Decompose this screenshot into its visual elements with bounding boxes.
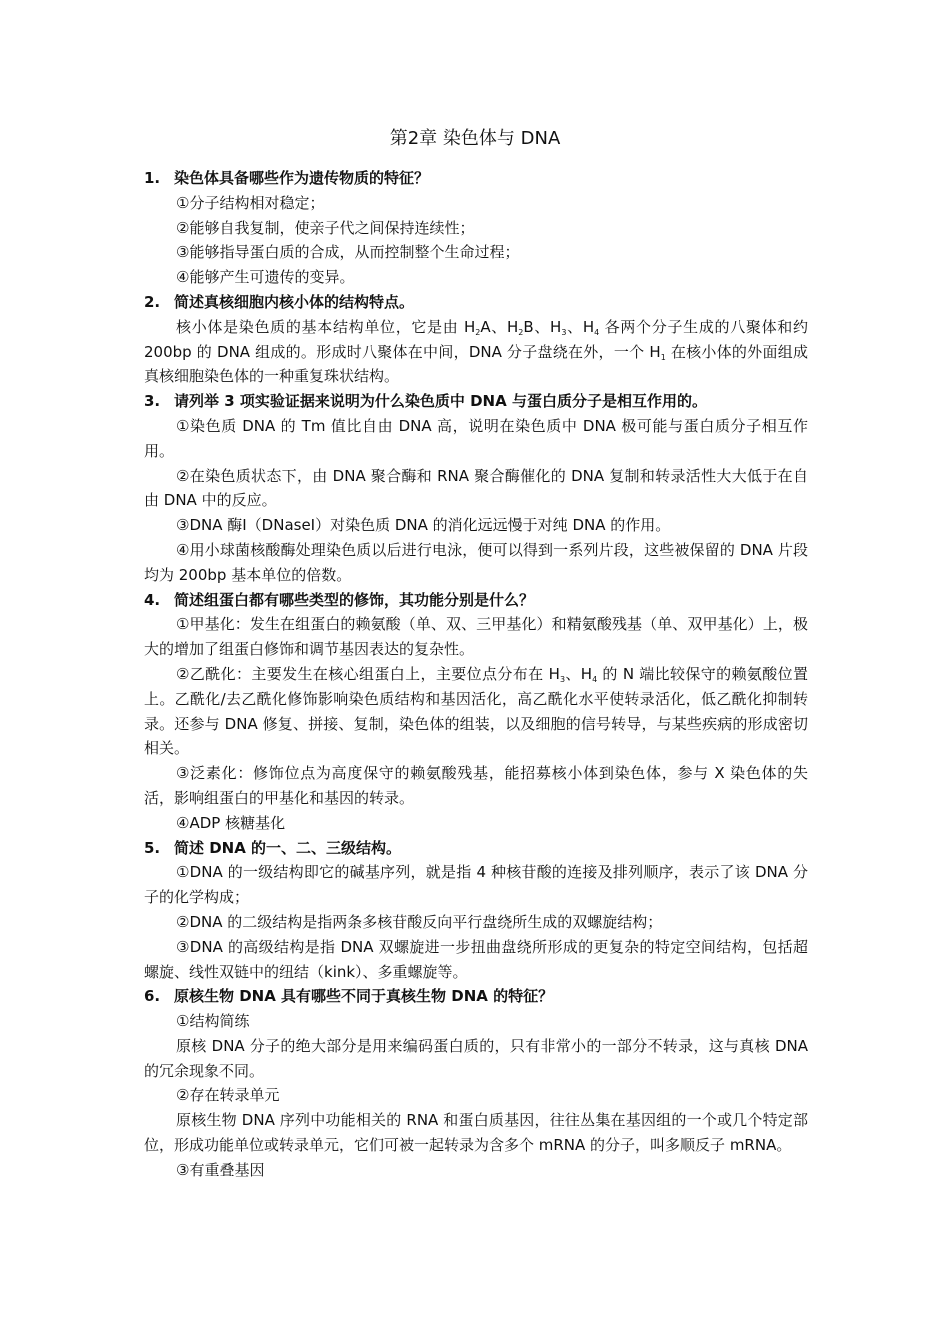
question-number: 2. bbox=[144, 292, 161, 311]
subscript: 2 bbox=[518, 327, 524, 337]
subscript: 3 bbox=[559, 674, 566, 684]
text-run: 核小体是染色质的基本结构单位，它是由 H bbox=[176, 317, 476, 336]
answer-paragraph: ③泛素化：修饰位点为高度保守的赖氨酸残基，能招募核小体到染色体，参与 X 染色体的失活，影响组蛋白的甲基化和基因的转录。 bbox=[144, 764, 808, 807]
question-text: 原核生物 DNA 具有哪些不同于真核生物 DNA 的特征？ bbox=[174, 987, 554, 1006]
text-run: 各两个分子生成的八聚体和约 200bp 的 DNA 组成的。形成时八聚体在中间，DNA 分子盘绕在外，一个 H bbox=[144, 317, 808, 361]
text-run: 的 N 端比较保守的赖氨酸位置上。乙酰化/去乙酰化修饰影响染色质结构和基因活化，高乙酰化水平使转录活化，低乙酰化抑制转录。还参与 DNA 修复、拼接、复制，染色体的组装，以及细胞的信号转导，与某些疾病的形成密切相关。 bbox=[144, 664, 809, 758]
answer-paragraph: 原核 DNA 分子的绝大部分是用来编码蛋白质的，只有非常小的一部分不转录，这与真核 DNA 的冗余现象不同。 bbox=[144, 1036, 808, 1080]
text-run: B、H bbox=[523, 317, 562, 336]
question-1 bbox=[144, 166, 808, 191]
subscript: 1 bbox=[660, 352, 666, 362]
question-3 bbox=[144, 389, 808, 414]
question-text: 请列举 3 项实验证据来说明为什么染色质中 DNA 与蛋白质分子是相互作用的。 bbox=[174, 392, 707, 411]
answer-paragraph: ①甲基化：发生在组蛋白的赖氨酸（单、双、三甲基化）和精氨酸残基（单、双甲基化）上，极大的增加了组蛋白修饰和调节基因表达的复杂性。 bbox=[144, 615, 808, 659]
question-text: 简述 DNA 的一、二、三级结构。 bbox=[174, 838, 402, 857]
answer-subheading: ②存在转录单元 bbox=[176, 1086, 280, 1105]
question-number: 6. bbox=[144, 987, 161, 1006]
answer-paragraph: 原核生物 DNA 序列中功能相关的 RNA 和蛋白质基因，往往丛集在基因组的一个或几个特定部位，形成功能单位或转录单元，它们可被一起转录为含多个 mRNA 的分子，叫多顺反子 mRNA。 bbox=[144, 1111, 808, 1155]
question-number: 5. bbox=[144, 838, 161, 857]
text-run: 、H bbox=[565, 664, 593, 683]
text-run: A、H bbox=[480, 317, 519, 336]
document-body bbox=[144, 166, 808, 1183]
text-run: 、H bbox=[566, 317, 595, 336]
question-5 bbox=[144, 836, 808, 861]
answer-paragraph: ①DNA 的一级结构即它的碱基序列，就是指 4 种核苷酸的连接及排列顺序，表示了该 DNA 分子的化学构成； bbox=[144, 863, 808, 907]
answer-paragraph bbox=[144, 662, 808, 761]
answer-item: ①分子结构相对稳定； bbox=[176, 193, 325, 212]
text-run: ②乙酰化：主要发生在核心组蛋白上，主要位点分布在 H bbox=[176, 664, 560, 683]
answer-subheading: ③有重叠基因 bbox=[176, 1160, 265, 1179]
answer-paragraph: ④用小球菌核酸酶处理染色质以后进行电泳，便可以得到一系列片段，这些被保留的 DNA 片段均为 200bp 基本单位的倍数。 bbox=[144, 540, 808, 584]
question-text: 简述真核细胞内核小体的结构特点。 bbox=[174, 292, 415, 311]
subscript: 4 bbox=[592, 674, 598, 684]
question-text: 染色体具备哪些作为遗传物质的特征？ bbox=[174, 169, 430, 187]
answer-paragraph: ③DNA 的高级结构是指 DNA 双螺旋进一步扭曲盘绕所形成的更复杂的特定空间结构，包括超螺旋、线性双链中的纽结（kink）、多重螺旋等。 bbox=[144, 937, 808, 981]
answer-item: ④能够产生可遗传的变异。 bbox=[176, 268, 355, 287]
answer-paragraph bbox=[144, 315, 808, 389]
answer-subheading: ①结构简练 bbox=[176, 1012, 250, 1031]
question-4 bbox=[144, 588, 808, 613]
chapter-title: 第2章 染色体与 DNA bbox=[389, 128, 561, 149]
answer-paragraph: ②在染色质状态下，由 DNA 聚合酶和 RNA 聚合酶催化的 DNA 复制和转录活性大大低于在自由 DNA 中的反应。 bbox=[144, 466, 808, 510]
question-number: 4. bbox=[144, 590, 161, 609]
answer-item: ②能够自我复制，使亲子代之间保持连续性； bbox=[176, 218, 475, 237]
question-2 bbox=[144, 290, 808, 315]
subscript: 2 bbox=[475, 327, 481, 337]
subscript: 3 bbox=[561, 327, 567, 337]
answer-paragraph: ②DNA 的二级结构是指两条多核苷酸反向平行盘绕所生成的双螺旋结构； bbox=[176, 912, 663, 931]
question-6 bbox=[144, 984, 808, 1009]
answer-paragraph: ①染色质 DNA 的 Tm 值比自由 DNA 高，说明在染色质中 DNA 极可能与蛋白质分子相互作用。 bbox=[144, 416, 808, 460]
answer-paragraph: ③DNA 酶Ⅰ（DNaseⅠ）对染色质 DNA 的消化远远慢于对纯 DNA 的作用。 bbox=[176, 516, 671, 535]
answer-item: ③能够指导蛋白质的合成，从而控制整个生命过程； bbox=[176, 243, 520, 262]
question-number: 3. bbox=[144, 392, 161, 411]
text-run: 在核小体的外面组成真核细胞染色体的一种重复珠状结构。 bbox=[144, 342, 808, 386]
answer-paragraph: ④ADP 核糖基化 bbox=[176, 813, 286, 832]
question-text: 简述组蛋白都有哪些类型的修饰，其功能分别是什么？ bbox=[174, 590, 535, 609]
question-number: 1. bbox=[144, 169, 161, 187]
subscript: 4 bbox=[594, 327, 600, 337]
